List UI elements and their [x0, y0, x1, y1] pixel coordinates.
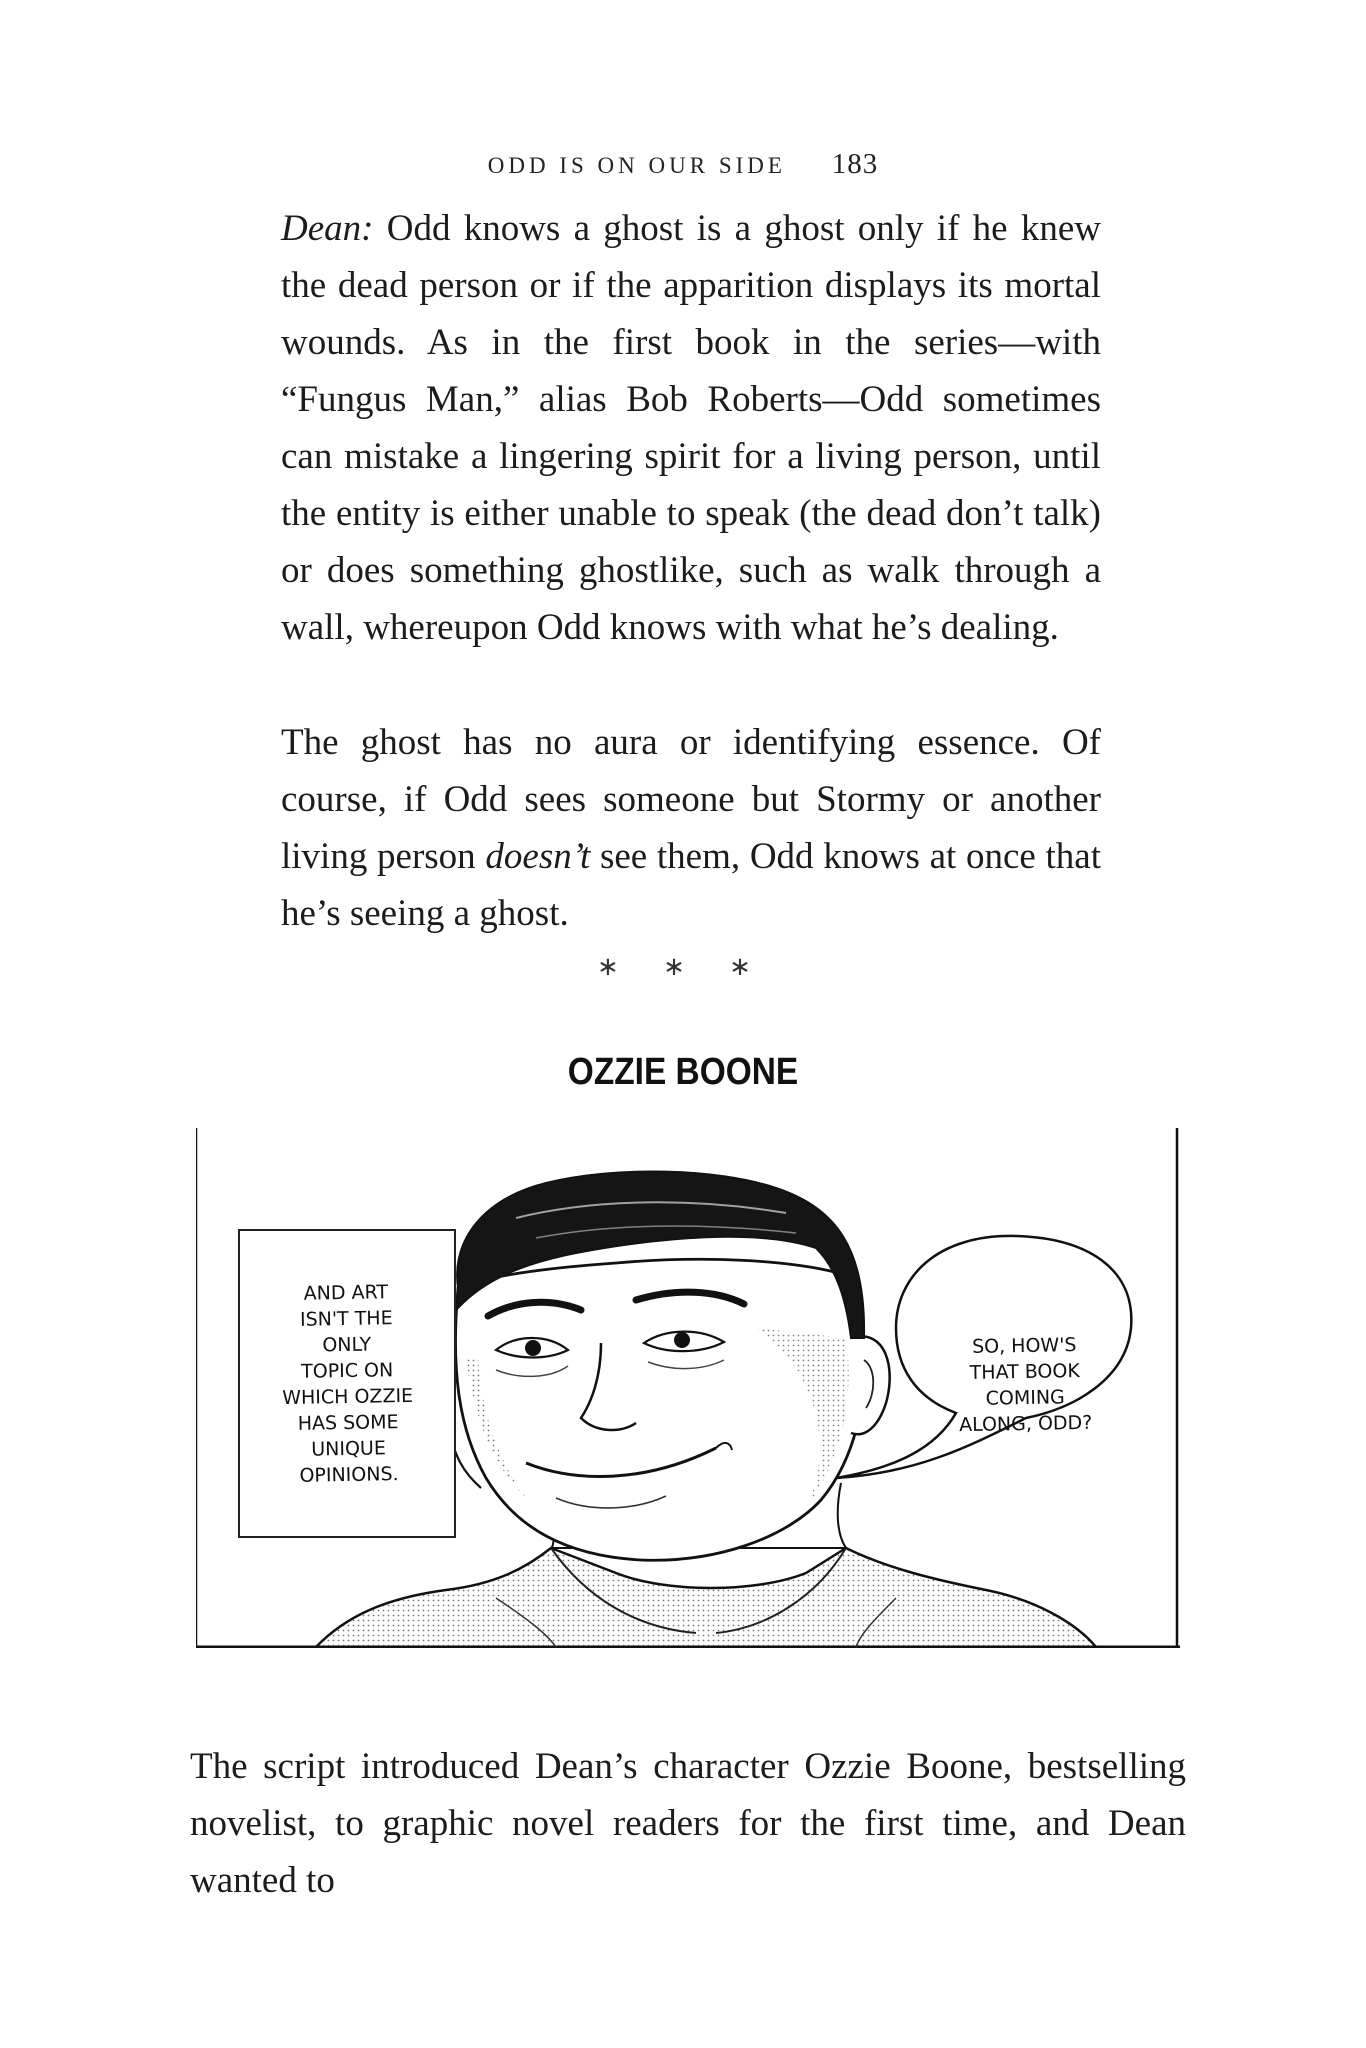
paragraph-text-end: see them, Odd knows at once that he’s seeing a ghost. [281, 836, 1102, 934]
paragraph-script-intro: The script introduced Dean’s character Ozzie Boone, bestselling novelist, to graphic novel readers for the first time, and Dean wanted to [190, 1746, 1186, 1901]
page-number: 183 [831, 148, 879, 180]
speech-bubble-text: SO, HOW'S THAT BOOK COMING ALONG, ODD? [958, 1334, 1093, 1437]
paragraph-text: Odd knows a ghost is a ghost only if he knew the dead person or if the apparition displays its mortal wounds. As in the first book in the series—with “Fungus Man,” alias Bob Roberts—Odd sometimes can mistake a lingering spirit for a living person, until the entity is either unable to speak (the dead don’t talk) or does something ghostlike, such as walk through a wall, whereupon Odd knows with what he’s dealing. [281, 208, 1101, 648]
running-header [0, 148, 1366, 181]
caption-box [238, 1229, 456, 1538]
section-title: OZZIE BOONE [567, 1051, 799, 1093]
section-separator: ∗ ∗ ∗ [597, 952, 769, 982]
paragraph-text-start: The ghost has no aura or identifying essence. Of course, if Odd sees someone but Stormy or another living person [281, 722, 1101, 877]
comic-panel [196, 1128, 1180, 1648]
paragraph-dean-answer [281, 200, 1101, 656]
paragraph-ghost-aura [281, 714, 1101, 942]
character-torso [316, 1548, 1096, 1647]
italic-word: doesn’t [485, 836, 591, 877]
running-title: ODD IS ON OUR SIDE [487, 153, 786, 178]
caption-text: AND ART ISN'T THE ONLY TOPIC ON WHICH OZZIE HAS SOME UNIQUE OPINIONS. [281, 1280, 413, 1487]
speaker-label: Dean: [281, 208, 374, 249]
